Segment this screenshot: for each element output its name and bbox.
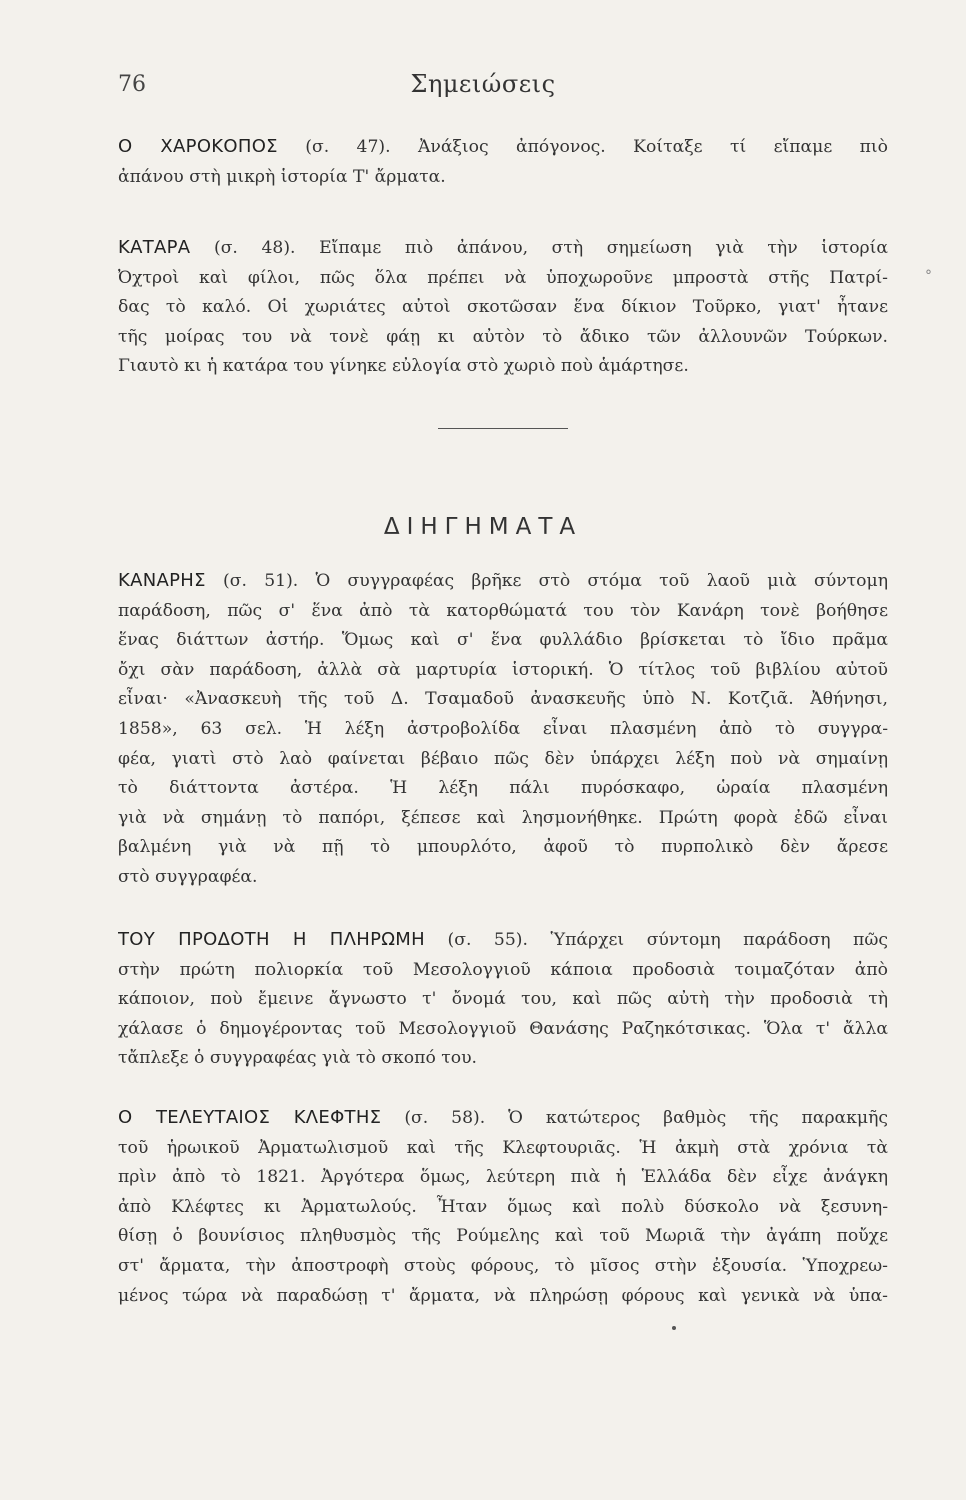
note-line: Ο ΤΕΛΕΥΤΑΙΟΣ ΚΛΕΦΤΗΣ (σ. 58). Ὁ κατώτερος βαθμὸς τῆς παρακμῆς (118, 1107, 888, 1128)
note-line: ὄχι σὰν παράδοση, ἀλλὰ σὰ μαρτυρία ἱστορική. Ὁ τίτλος τοῦ βιβλίου αὐτοῦ (118, 659, 888, 680)
note-line: πρὶν ἀπὸ τὸ 1821. Ἀργότερα ὅμως, λεύτερη πιὰ ἡ Ἑλλάδα δὲν εἶχε ἀνάγκη (118, 1167, 888, 1188)
note-line: φέα, γιατὶ στὸ λαὸ φαίνεται βέβαιο πῶς δὲν ὑπάρχει λέξη ποὺ νὰ σημαίνῃ (118, 748, 888, 769)
note-line: τὸ διάττοντα ἀστέρα. Ἡ λέξη πάλι πυρόσκαφο, ὡραία πλασμένη (118, 778, 888, 799)
section-divider (438, 428, 568, 429)
note-line: στ' ἄρματα, τὴν ἀποστροφὴ στοὺς φόρους, τὸ μῖσος στὴν ἐξουσία. Ὑποχρεω- (118, 1255, 888, 1276)
section-title: ΔΙΗΓΗΜΑΤΑ (383, 514, 583, 540)
page-number: 76 (118, 72, 146, 97)
entry-lemma: ΚΑΤΑΡΑ (118, 237, 191, 258)
note-line: στὸ συγγραφέα. (118, 866, 258, 887)
note-line: βαλμένη γιὰ νὰ πῇ τὸ μπουρλότο, ἀφοῦ τὸ πυρπολικὸ δὲν ἄρεσε (118, 837, 888, 858)
note-line: ἕνας διάττων ἀστήρ. Ὅμως καὶ σ' ἕνα φυλλάδιο βρίσκεται τὸ ἴδιο πρᾶμα (118, 630, 888, 651)
note-line: Ο ΧΑΡΟΚΟΠΟΣ (σ. 47). Ἀνάξιος ἀπόγονος. Κοίταξε τί εἴπαμε πιὸ (118, 136, 888, 157)
entry-lemma: ΚΑΝΑΡΗΣ (118, 570, 206, 591)
note-line: ἀπάνου στὴ μικρὴ ἱστορία Τ' ἄρματα. (118, 166, 446, 187)
note-entry-prodotis (118, 925, 888, 1074)
note-line: εἶναι· «Ἀνασκευὴ τῆς τοῦ Δ. Τσαμαδοῦ ἀνασκευῆς ὑπὸ Ν. Κοτζιᾶ. Ἀθήνησι, (118, 689, 888, 710)
entry-lemma: Ο ΤΕΛΕΥΤΑΙΟΣ ΚΛΕΦΤΗΣ (118, 1107, 382, 1128)
note-line: τἄπλεξε ὁ συγγραφέας γιὰ τὸ σκοπό του. (118, 1048, 478, 1069)
note-line: Ὀχτροὶ καὶ φίλοι, πῶς ὅλα πρέπει νὰ ὑποχωροῦνε μπροστὰ στῆς Πατρί- (118, 267, 888, 288)
note-entry-charokopos (118, 132, 888, 192)
note-line: Γιαυτὸ κι ἡ κατάρα του γίνηκε εὐλογία στὸ χωριὸ ποὺ ἁμάρτησε. (118, 356, 689, 377)
note-line: ΚΑΤΑΡΑ (σ. 48). Εἴπαμε πιὸ ἀπάνου, στὴ σημείωση γιὰ τὴν ἱστορία (118, 237, 888, 258)
note-line: τῆς μοίρας του νὰ τονὲ φάῃ κι αὐτὸν τὸ ἄδικο τῶν ἀλλουνῶν Τούρκων. (118, 326, 888, 347)
entry-lemma: Ο ΧΑΡΟΚΟΠΟΣ (118, 136, 278, 157)
note-line: στὴν πρώτη πολιορκία τοῦ Μεσολογγιοῦ κάποια προδοσιὰ τοιμαζόταν ἀπὸ (118, 959, 888, 980)
note-line: ΚΑΝΑΡΗΣ (σ. 51). Ὁ συγγραφέας βρῆκε στὸ στόμα τοῦ λαοῦ μιὰ σύντομη (118, 570, 888, 591)
note-line: τοῦ ἡρωικοῦ Ἀρματωλισμοῦ καὶ τῆς Κλεφτουριᾶς. Ἡ ἀκμὴ στὰ χρόνια τὰ (118, 1137, 888, 1158)
note-entry-katara (118, 233, 888, 382)
note-line: γιὰ νὰ σημάνῃ τὸ παπόρι, ξέπεσε καὶ λησμονήθηκε. Πρώτη φορὰ ἐδῶ εἶναι (118, 807, 888, 828)
note-line: 1858», 63 σελ. Ἡ λέξη ἀστροβολίδα εἶναι πλασμένη ἀπὸ τὸ συγγρα- (118, 718, 888, 739)
stray-mark: ° (925, 268, 932, 284)
note-line: ἀπὸ Κλέφτες κι Ἀρματωλούς. Ἦταν ὅμως καὶ πολὺ δύσκολο νὰ ξεσυνη- (118, 1196, 888, 1217)
note-line: ΤΟΥ ΠΡΟΔΟΤΗ Η ΠΛΗΡΩΜΗ (σ. 55). Ὑπάρχει σύντομη παράδοση πῶς (118, 929, 888, 950)
running-title: Σημειώσεις (410, 70, 556, 98)
entry-lemma: ΤΟΥ ΠΡΟΔΟΤΗ Η ΠΛΗΡΩΜΗ (118, 929, 425, 950)
note-line: δας τὸ καλό. Οἱ χωριάτες αὐτοὶ σκοτῶσαν ἕνα δίκιον Τοῦρκο, γιατ' ἦτανε (118, 297, 888, 318)
note-line: θίσῃ ὁ βουνίσιος πληθυσμὸς τῆς Ρούμελης καὶ τοῦ Μωριᾶ τὴν ἀγάπη ποὔχε (118, 1226, 888, 1247)
note-line: χάλασε ὁ δημογέροντας τοῦ Μεσολογγιοῦ Θανάσης Ραζηκότσικας. Ὅλα τ' ἄλλα (118, 1018, 888, 1039)
note-line: μένος τώρα νὰ παραδώσῃ τ' ἄρματα, νὰ πληρώσῃ φόρους καὶ γενικὰ νὰ ὑπα- (118, 1285, 888, 1306)
note-entry-kanaris (118, 566, 888, 893)
note-line: κάποιον, ποὺ ἔμεινε ἄγνωστο τ' ὄνομά του, καὶ πῶς αὐτὴ τὴν προδοσιὰ τὴ (118, 989, 888, 1010)
note-entry-kleftis (118, 1103, 888, 1311)
note-line: παράδοση, πῶς σ' ἕνα ἀπὸ τὰ κατορθώματά του τὸν Κανάρη τονὲ βοήθησε (118, 600, 888, 621)
ink-dot (672, 1326, 676, 1330)
